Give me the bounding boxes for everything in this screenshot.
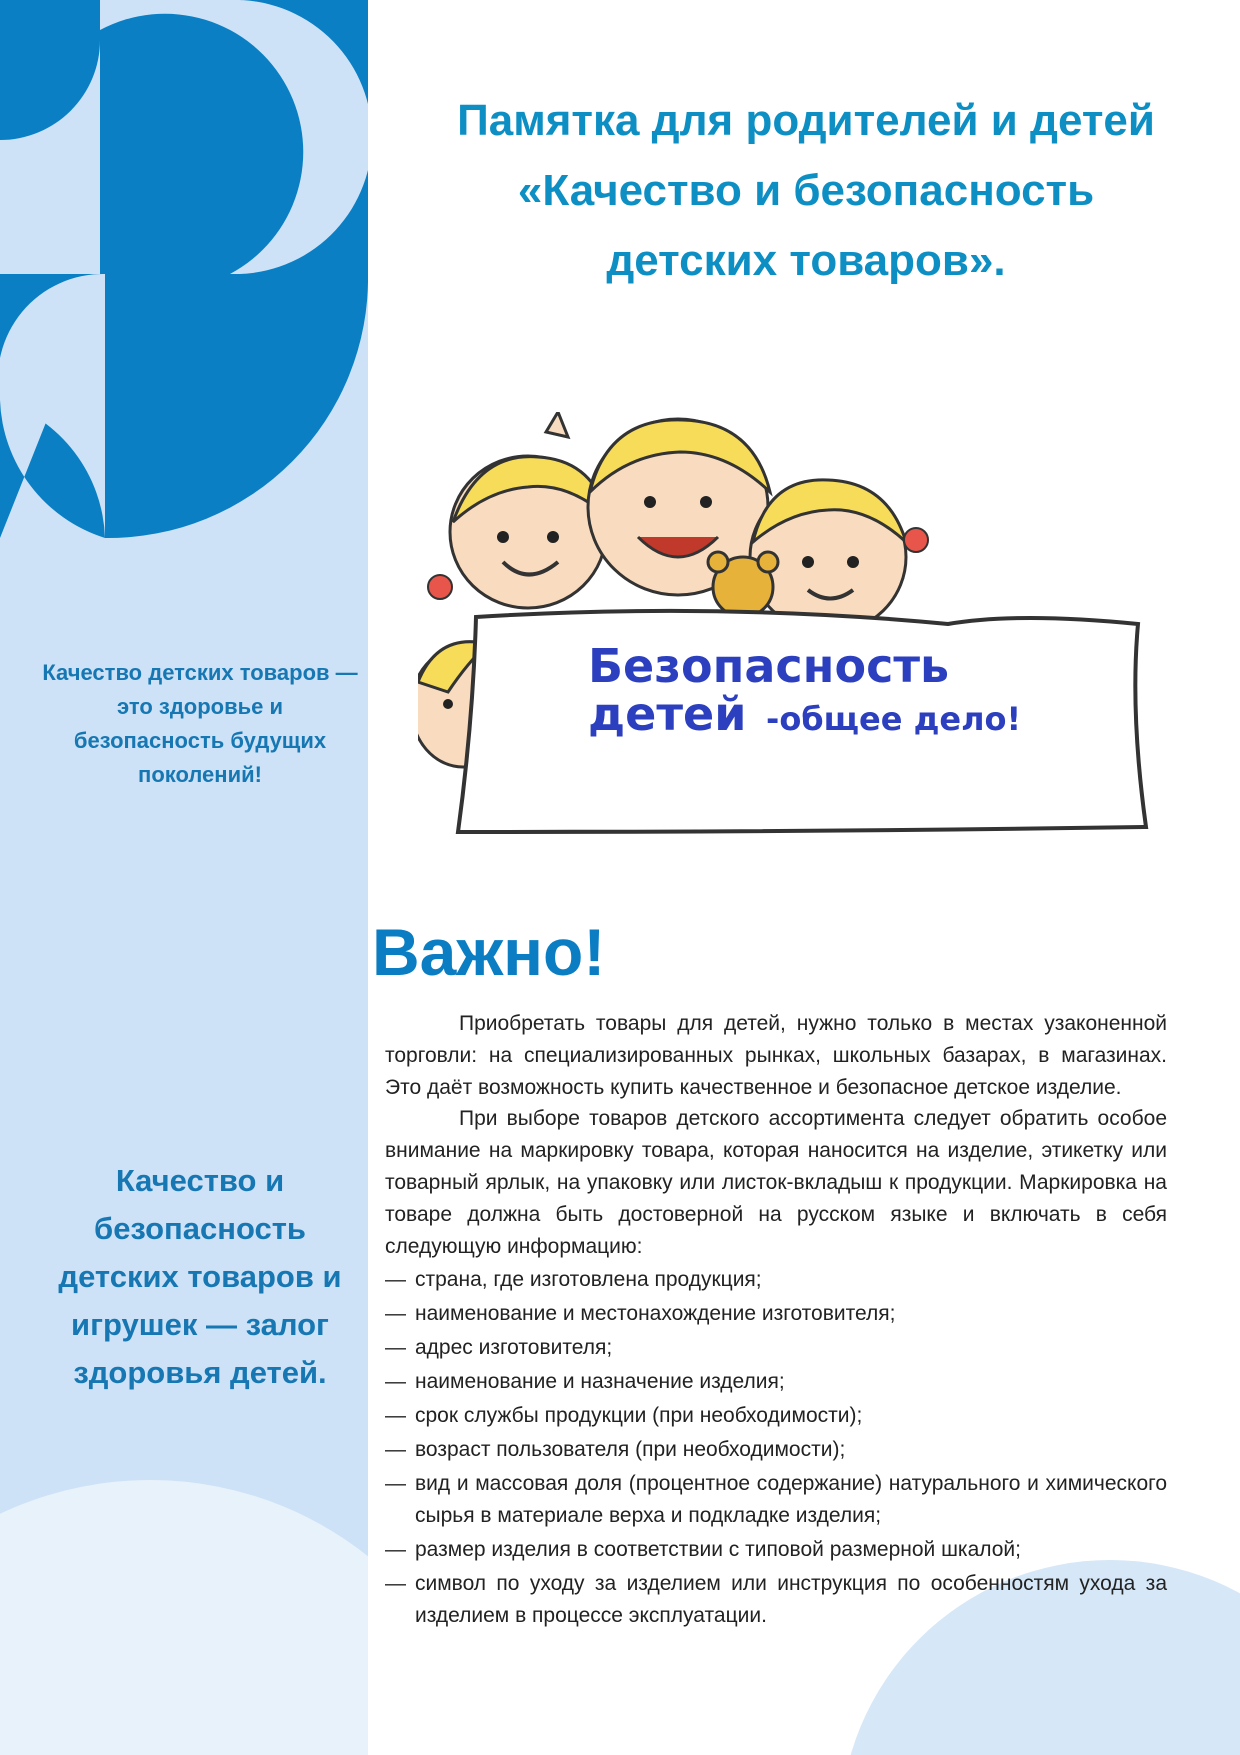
list-item [385,1568,1167,1632]
banner-line-2-rest: -общее дело! [766,700,1022,738]
dash-marker: — [385,1538,406,1562]
title-line-3: детских товаров». [606,236,1006,285]
page-title [372,86,1240,296]
list-item-text: страна, где изготовлена продукция; [415,1268,762,1292]
banner-line-1: Безопасность [588,639,950,693]
dash-marker: — [385,1572,406,1596]
list-item [385,1400,1167,1432]
list-item [385,1534,1167,1566]
list-item-text: символ по уходу за изделием или инструкция по особенностям ухода за изделием в процессе эксплуатации. [415,1572,1167,1627]
list-item-text: адрес изготовителя; [415,1336,613,1360]
dash-marker: — [385,1268,406,1292]
children-with-banner-illustration-icon [418,412,1158,842]
paragraph-1: Приобретать товары для детей, нужно только в местах узаконенной торговли: на специализированных рынках, школьных базарах, в магазинах. Это даёт возможность купить качественное и безопасное детское изделие. [385,1012,1167,1099]
list-item-text: наименование и назначение изделия; [415,1370,785,1394]
list-item-text: вид и массовая доля (процентное содержание) натурального и химического сырья в материале верха и подкладке изделия; [415,1472,1167,1528]
list-item [385,1468,1167,1532]
dash-marker: — [385,1472,406,1496]
list-item-text: наименование и местонахождение изготовителя; [415,1302,896,1326]
requirements-list [385,1264,1167,1631]
dash-marker: — [385,1336,406,1360]
list-item [385,1298,1167,1330]
dash-marker: — [385,1438,406,1462]
dash-marker: — [385,1370,406,1394]
main-body-text [385,1008,1167,1634]
section-heading: Важно! [372,915,606,989]
list-item [385,1366,1167,1398]
banner-line-2-bold: детей [588,687,747,741]
paragraph-2: При выборе товаров детского ассортимента следует обратить особое внимание на маркировку товара, которая наносится на изделие, этикетку или товарный ярлык, на упаковку или листок-вкладыш к продукции. Маркировка на товаре должна быть достоверной на русском языке и включать в себя следующую информацию: [385,1107,1167,1258]
title-line-2: «Качество и безопасность [517,166,1095,215]
list-item-text: срок службы продукции (при необходимости); [415,1404,863,1428]
dash-marker: — [385,1404,406,1428]
list-item [385,1264,1167,1296]
kid-left-face [428,456,608,608]
list-item [385,1434,1167,1466]
sidebar-quote-small: Качество детских товаров — это здоровье и безопасность будущих поколений! [42,660,358,787]
title-line-1: Памятка для родителей и детей [457,96,1155,145]
list-item [385,1332,1167,1364]
list-item-text: возраст пользователя (при необходимости); [415,1438,846,1462]
sidebar-quote-large: Качество и безопасность детских товаров и игрушек — залог здоровья детей. [58,1163,342,1390]
dash-marker: — [385,1302,406,1326]
list-item-text: размер изделия в соответствии с типовой размерной шкалой; [415,1538,1021,1562]
